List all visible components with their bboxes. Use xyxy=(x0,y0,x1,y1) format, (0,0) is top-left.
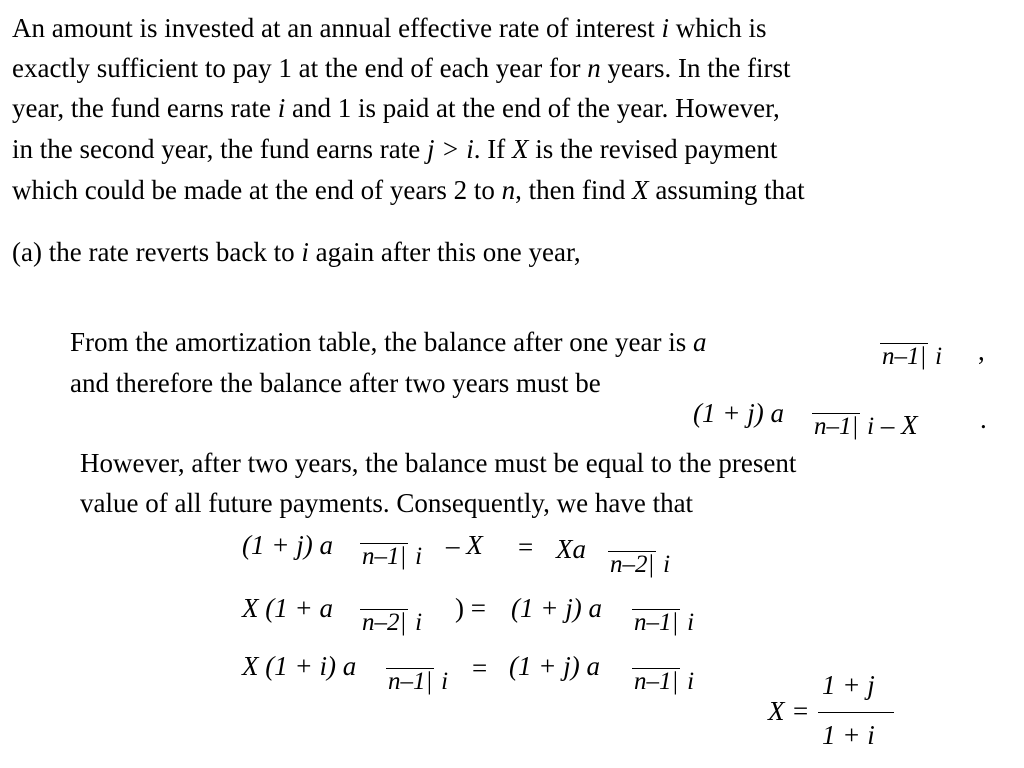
inequality: j > i xyxy=(427,134,474,164)
annuity-symbol: a xyxy=(588,593,602,623)
solution-line-2 xyxy=(70,363,601,403)
denominator-text: 1 + i xyxy=(822,720,875,750)
angle-bracket xyxy=(632,668,680,695)
annuity-symbol: a xyxy=(319,593,333,623)
problem-text: exactly sufficient to pay 1 at the end of each year for xyxy=(12,53,581,83)
X-times-1-plus-i: X (1 + i) xyxy=(242,651,336,681)
equation-3-lhs xyxy=(242,651,356,682)
problem-line-2 xyxy=(12,48,790,88)
factor-1-plus-j: (1 + j) xyxy=(509,651,580,681)
var-i: i xyxy=(661,13,670,43)
punct: , xyxy=(978,336,985,366)
equation-1-lhs xyxy=(242,530,333,561)
equation-2-lhs xyxy=(242,593,333,624)
solution-text: and therefore the balance after two years must be xyxy=(70,368,601,398)
var-i: i xyxy=(935,343,943,370)
problem-text: , then find xyxy=(515,175,626,205)
var-i: i xyxy=(867,413,875,440)
annuity-symbol: a xyxy=(572,534,586,564)
annuity-subscript xyxy=(360,606,422,637)
problem-line-4 xyxy=(12,129,777,169)
angle-bracket xyxy=(386,668,434,695)
var-X: X xyxy=(511,134,529,164)
X-equals-text: X = xyxy=(768,696,810,726)
annuity-symbol: a xyxy=(342,651,357,681)
var-X: X xyxy=(632,175,649,205)
factor-1-plus-j: (1 + j) xyxy=(693,398,764,428)
comma xyxy=(978,336,985,367)
solution-text: However, after two years, the balance must be equal to the present xyxy=(80,448,797,478)
solution-line-1 xyxy=(70,322,707,362)
term-n-minus-1: n–1| xyxy=(388,668,433,695)
solution-text: value of all future payments. Consequently, we have that xyxy=(80,488,694,518)
equation-2-rhs xyxy=(511,593,602,624)
solution-text: From the amortization table, the balance after one year is xyxy=(70,327,687,357)
problem-line-5 xyxy=(12,170,805,210)
punct: . xyxy=(980,404,987,434)
problem-text: (a) the rate reverts back to xyxy=(12,237,295,267)
annuity-subscript xyxy=(386,665,448,696)
problem-text: An amount is invested at an annual effective rate of interest xyxy=(12,13,655,43)
solution-line-4 xyxy=(80,483,693,523)
angle-bracket xyxy=(360,609,408,636)
equals-sign xyxy=(472,653,487,684)
period xyxy=(980,404,987,435)
var-i: i xyxy=(663,551,671,578)
annuity-symbol: a xyxy=(770,398,784,428)
var-i: i xyxy=(415,609,423,636)
X-times-open: X (1 + xyxy=(242,593,313,623)
problem-text: which could be made at the end of years 2 to xyxy=(12,175,495,205)
problem-text: again after this one year, xyxy=(315,237,581,267)
var-n: n xyxy=(501,175,516,205)
annuity-subscript xyxy=(632,665,694,696)
term-n-minus-1: n–1| xyxy=(362,543,407,570)
problem-text: years. In the first xyxy=(607,53,791,83)
angle-bracket xyxy=(608,551,656,578)
var-i: i xyxy=(301,237,309,267)
term-n-minus-2: n–2| xyxy=(362,609,407,636)
problem-text: . If xyxy=(473,134,506,164)
minus-X: – X xyxy=(880,410,918,440)
equals-sign xyxy=(518,532,533,563)
annuity-subscript xyxy=(632,606,694,637)
term-n-minus-1: n–1| xyxy=(882,343,927,370)
minus-X xyxy=(446,530,483,561)
var-i: i xyxy=(415,543,423,570)
part-a-prompt xyxy=(12,232,581,272)
angle-bracket xyxy=(812,413,860,440)
problem-text: which is xyxy=(675,13,767,43)
term-n-minus-1: n–1| xyxy=(634,609,679,636)
var-i: i xyxy=(687,668,695,695)
numerator-text: 1 + j xyxy=(822,670,875,700)
equals-text: = xyxy=(472,653,488,683)
fraction-denominator xyxy=(822,720,875,751)
problem-text: year, the fund earns rate xyxy=(12,93,272,123)
solution-line-3 xyxy=(80,443,796,483)
annuity-subscript xyxy=(880,340,942,371)
var-i: i xyxy=(441,668,449,695)
fraction-bar xyxy=(818,712,894,713)
var-n: n xyxy=(587,53,601,83)
equation-3-rhs xyxy=(509,651,600,682)
var-X: X xyxy=(556,534,573,564)
term-n-minus-1: n–1| xyxy=(634,668,679,695)
annuity-subscript xyxy=(608,548,670,579)
term-n-minus-1: n–1| xyxy=(814,413,859,440)
angle-bracket xyxy=(632,609,680,636)
problem-text: in the second year, the fund earns rate xyxy=(12,134,421,164)
angle-bracket xyxy=(360,543,408,570)
equation-1-rhs xyxy=(556,534,586,565)
minus-X-text: – X xyxy=(446,530,483,560)
problem-line-1 xyxy=(12,8,767,48)
problem-text: assuming that xyxy=(655,175,805,205)
annuity-subscript xyxy=(812,410,918,441)
annuity-subscript xyxy=(360,540,422,571)
factor-1-plus-j: (1 + j) xyxy=(511,593,582,623)
balance-expression xyxy=(693,398,784,429)
problem-text: is the revised payment xyxy=(535,134,778,164)
annuity-symbol: a xyxy=(693,327,707,357)
var-i: i xyxy=(687,609,695,636)
var-i: i xyxy=(277,93,286,123)
problem-text: and 1 is paid at the end of the year. However, xyxy=(292,93,780,123)
result-X-equals xyxy=(768,696,809,727)
close-eq-text: ) = xyxy=(455,593,486,623)
problem-line-3 xyxy=(12,88,780,128)
term-n-minus-2: n–2| xyxy=(610,551,655,578)
angle-bracket xyxy=(880,343,928,370)
fraction-numerator xyxy=(822,670,875,701)
equals-text: = xyxy=(518,532,534,562)
factor-1-plus-j: (1 + j) xyxy=(242,530,313,560)
close-equals xyxy=(455,593,486,624)
annuity-symbol: a xyxy=(319,530,333,560)
annuity-symbol: a xyxy=(586,651,600,681)
